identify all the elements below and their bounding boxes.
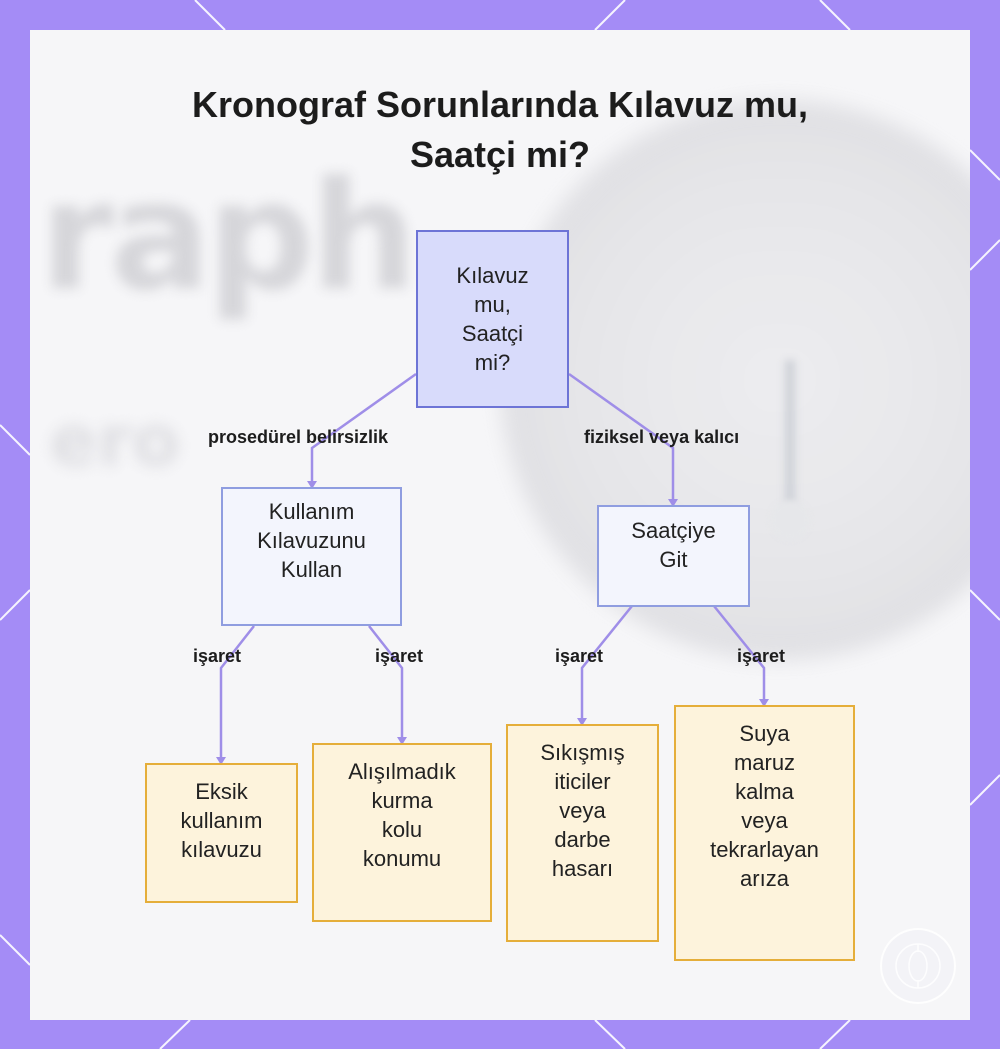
- node-stuck-pushers-line: veya: [559, 798, 606, 823]
- background-watermark-text: raph: [40, 150, 414, 324]
- node-missing-manual-line: kılavuzu: [181, 837, 262, 862]
- node-unusual-crown: [312, 743, 492, 922]
- node-stuck-pushers: [506, 724, 659, 942]
- node-missing-manual-line: kullanım: [180, 808, 263, 833]
- node-missing-manual: [145, 763, 298, 903]
- connector-manual-to-crown: [369, 626, 402, 743]
- node-root-question: [416, 230, 569, 408]
- edge-label-sign-1: işaret: [193, 646, 242, 666]
- node-missing-manual-line: Eksik: [195, 779, 248, 804]
- node-go-watchmaker: [597, 505, 750, 607]
- edge-label-physical: fiziksel veya kalıcı: [584, 427, 740, 447]
- node-root-line: mi?: [474, 350, 511, 375]
- node-stuck-pushers-line: hasarı: [551, 856, 614, 881]
- background-watermark-text-small: ero: [50, 400, 181, 482]
- edge-label-procedural: prosedürel belirsizlik: [208, 427, 389, 447]
- node-use-manual: [221, 487, 402, 626]
- node-root-line: Saatçi: [461, 321, 524, 346]
- node-stuck-pushers-line: iticiler: [554, 769, 611, 794]
- node-unusual-crown-line: Alışılmadık: [348, 759, 456, 784]
- edge-label-sign-2: işaret: [375, 646, 424, 666]
- node-unusual-crown-line: kolu: [381, 817, 423, 842]
- node-water-exposure-line: tekrarlayan: [710, 837, 819, 862]
- node-water-exposure-line: Suya: [739, 721, 790, 746]
- node-manual-line: Kullan: [280, 557, 343, 582]
- node-stuck-pushers-line: Sıkışmış: [540, 740, 625, 765]
- node-water-exposure-line: kalma: [735, 779, 794, 804]
- title-line-1: Kronograf Sorunlarında Kılavuz mu,: [191, 84, 809, 125]
- edge-label-sign-3: işaret: [555, 646, 604, 666]
- node-watchmaker-line: Saatçiye: [631, 518, 716, 543]
- node-unusual-crown-line: kurma: [371, 788, 433, 813]
- node-stuck-pushers-line: darbe: [554, 827, 611, 852]
- node-unusual-crown-line: konumu: [362, 846, 442, 871]
- node-water-exposure-line: arıza: [740, 866, 789, 891]
- node-manual-line: Kılavuzunu: [257, 528, 366, 553]
- watermark-logo-icon: [880, 928, 956, 1004]
- edge-label-sign-4: işaret: [737, 646, 786, 666]
- node-water-exposure-line: veya: [741, 808, 788, 833]
- node-manual-line: Kullanım: [268, 499, 355, 524]
- node-watchmaker-line: Git: [659, 547, 688, 572]
- title-line-2: Saatçi mi?: [409, 134, 591, 175]
- node-water-exposure-line: maruz: [733, 750, 796, 775]
- node-root-line: mu,: [474, 292, 511, 317]
- node-root-line: Kılavuz: [456, 263, 529, 288]
- node-water-exposure: [674, 705, 855, 961]
